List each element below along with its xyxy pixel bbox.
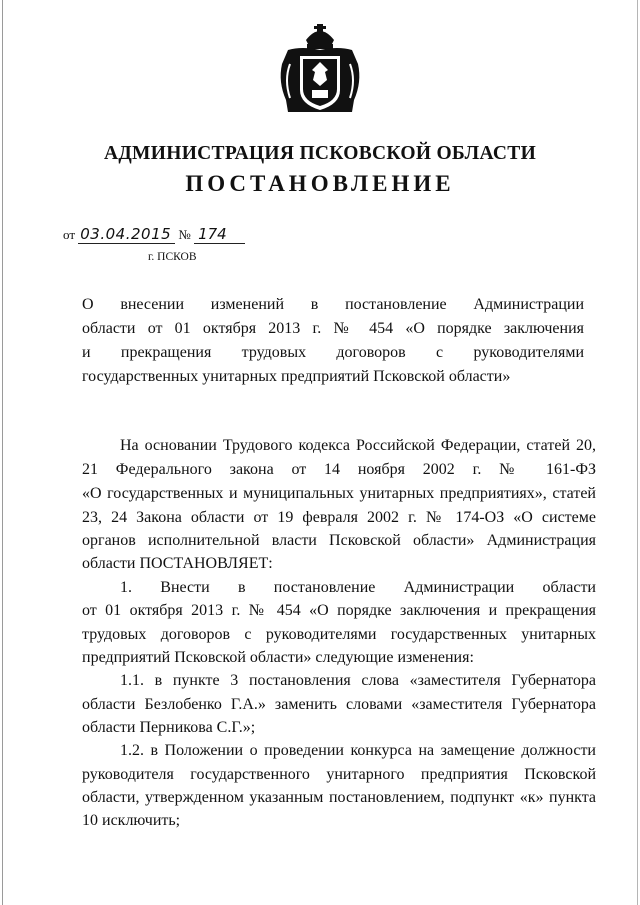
body-line: предприятий Псковской области» следующие изменения:	[82, 649, 474, 666]
body-line: области, утвержденном указанным постановлением, подпункт «к» пункта	[82, 789, 596, 806]
body-line: 1.1. в пункте 3 постановления слова «заместителя Губернатора	[120, 672, 596, 689]
scan-edge-right	[637, 0, 638, 905]
body-line: 1. Внести в постановление Администрации области	[120, 579, 596, 596]
body-line: органов исполнительной власти Псковской области» Администрация	[82, 532, 596, 549]
subject-line: О внесении изменений в постановление Администрации	[82, 296, 584, 313]
subject-line: области от 01 октября 2013 г. № 454 «О порядке заключения	[82, 320, 584, 337]
body-line: от 01 октября 2013 г. № 454 «О порядке заключения и прекращения	[82, 602, 596, 619]
handwritten-number: 174	[194, 225, 245, 244]
document-type-title: ПОСТАНОВЛЕНИЕ	[185, 171, 455, 196]
body-line: 21 Федерального закона от 14 ноября 2002 г. № 161-ФЗ	[82, 461, 596, 478]
date-prefix: от	[63, 227, 76, 242]
body-line: 10 исключить;	[82, 812, 181, 829]
scan-edge-left	[2, 0, 3, 905]
subject-line: и прекращения трудовых договоров с руководителями	[82, 344, 584, 361]
coat-of-arms-emblem	[268, 20, 372, 120]
body-line: области ПОСТАНОВЛЯЕТ:	[82, 555, 273, 572]
body-line: «О государственных и муниципальных унитарных предприятиях», статей	[82, 485, 596, 502]
number-prefix: №	[178, 227, 191, 242]
body-line: На основании Трудового кодекса Российской Федерации, статей 20,	[120, 437, 596, 454]
body-line: области Перникова С.Г.»;	[82, 719, 256, 736]
body-line: руководителя государственного унитарного предприятия Псковской	[82, 766, 596, 783]
body-line: 1.2. в Положении о проведении конкурса на замещение должности	[120, 742, 596, 759]
handwritten-date: 03.04.2015	[78, 225, 175, 244]
date-number-line	[63, 225, 245, 243]
organization-title: АДМИНИСТРАЦИЯ ПСКОВСКОЙ ОБЛАСТИ	[103, 143, 537, 164]
subject-line: государственных унитарных предприятий Псковской области»	[82, 368, 511, 385]
body-line: области Безлобенко Г.А.» заменить словами «заместителя Губернатора	[82, 696, 596, 713]
body-line: трудовых договоров с руководителями государственных унитарных	[82, 626, 596, 643]
city-label: г. ПСКОВ	[148, 251, 197, 263]
body-line: 23, 24 Закона области от 19 февраля 2002 г. № 174-ОЗ «О системе	[82, 509, 596, 526]
